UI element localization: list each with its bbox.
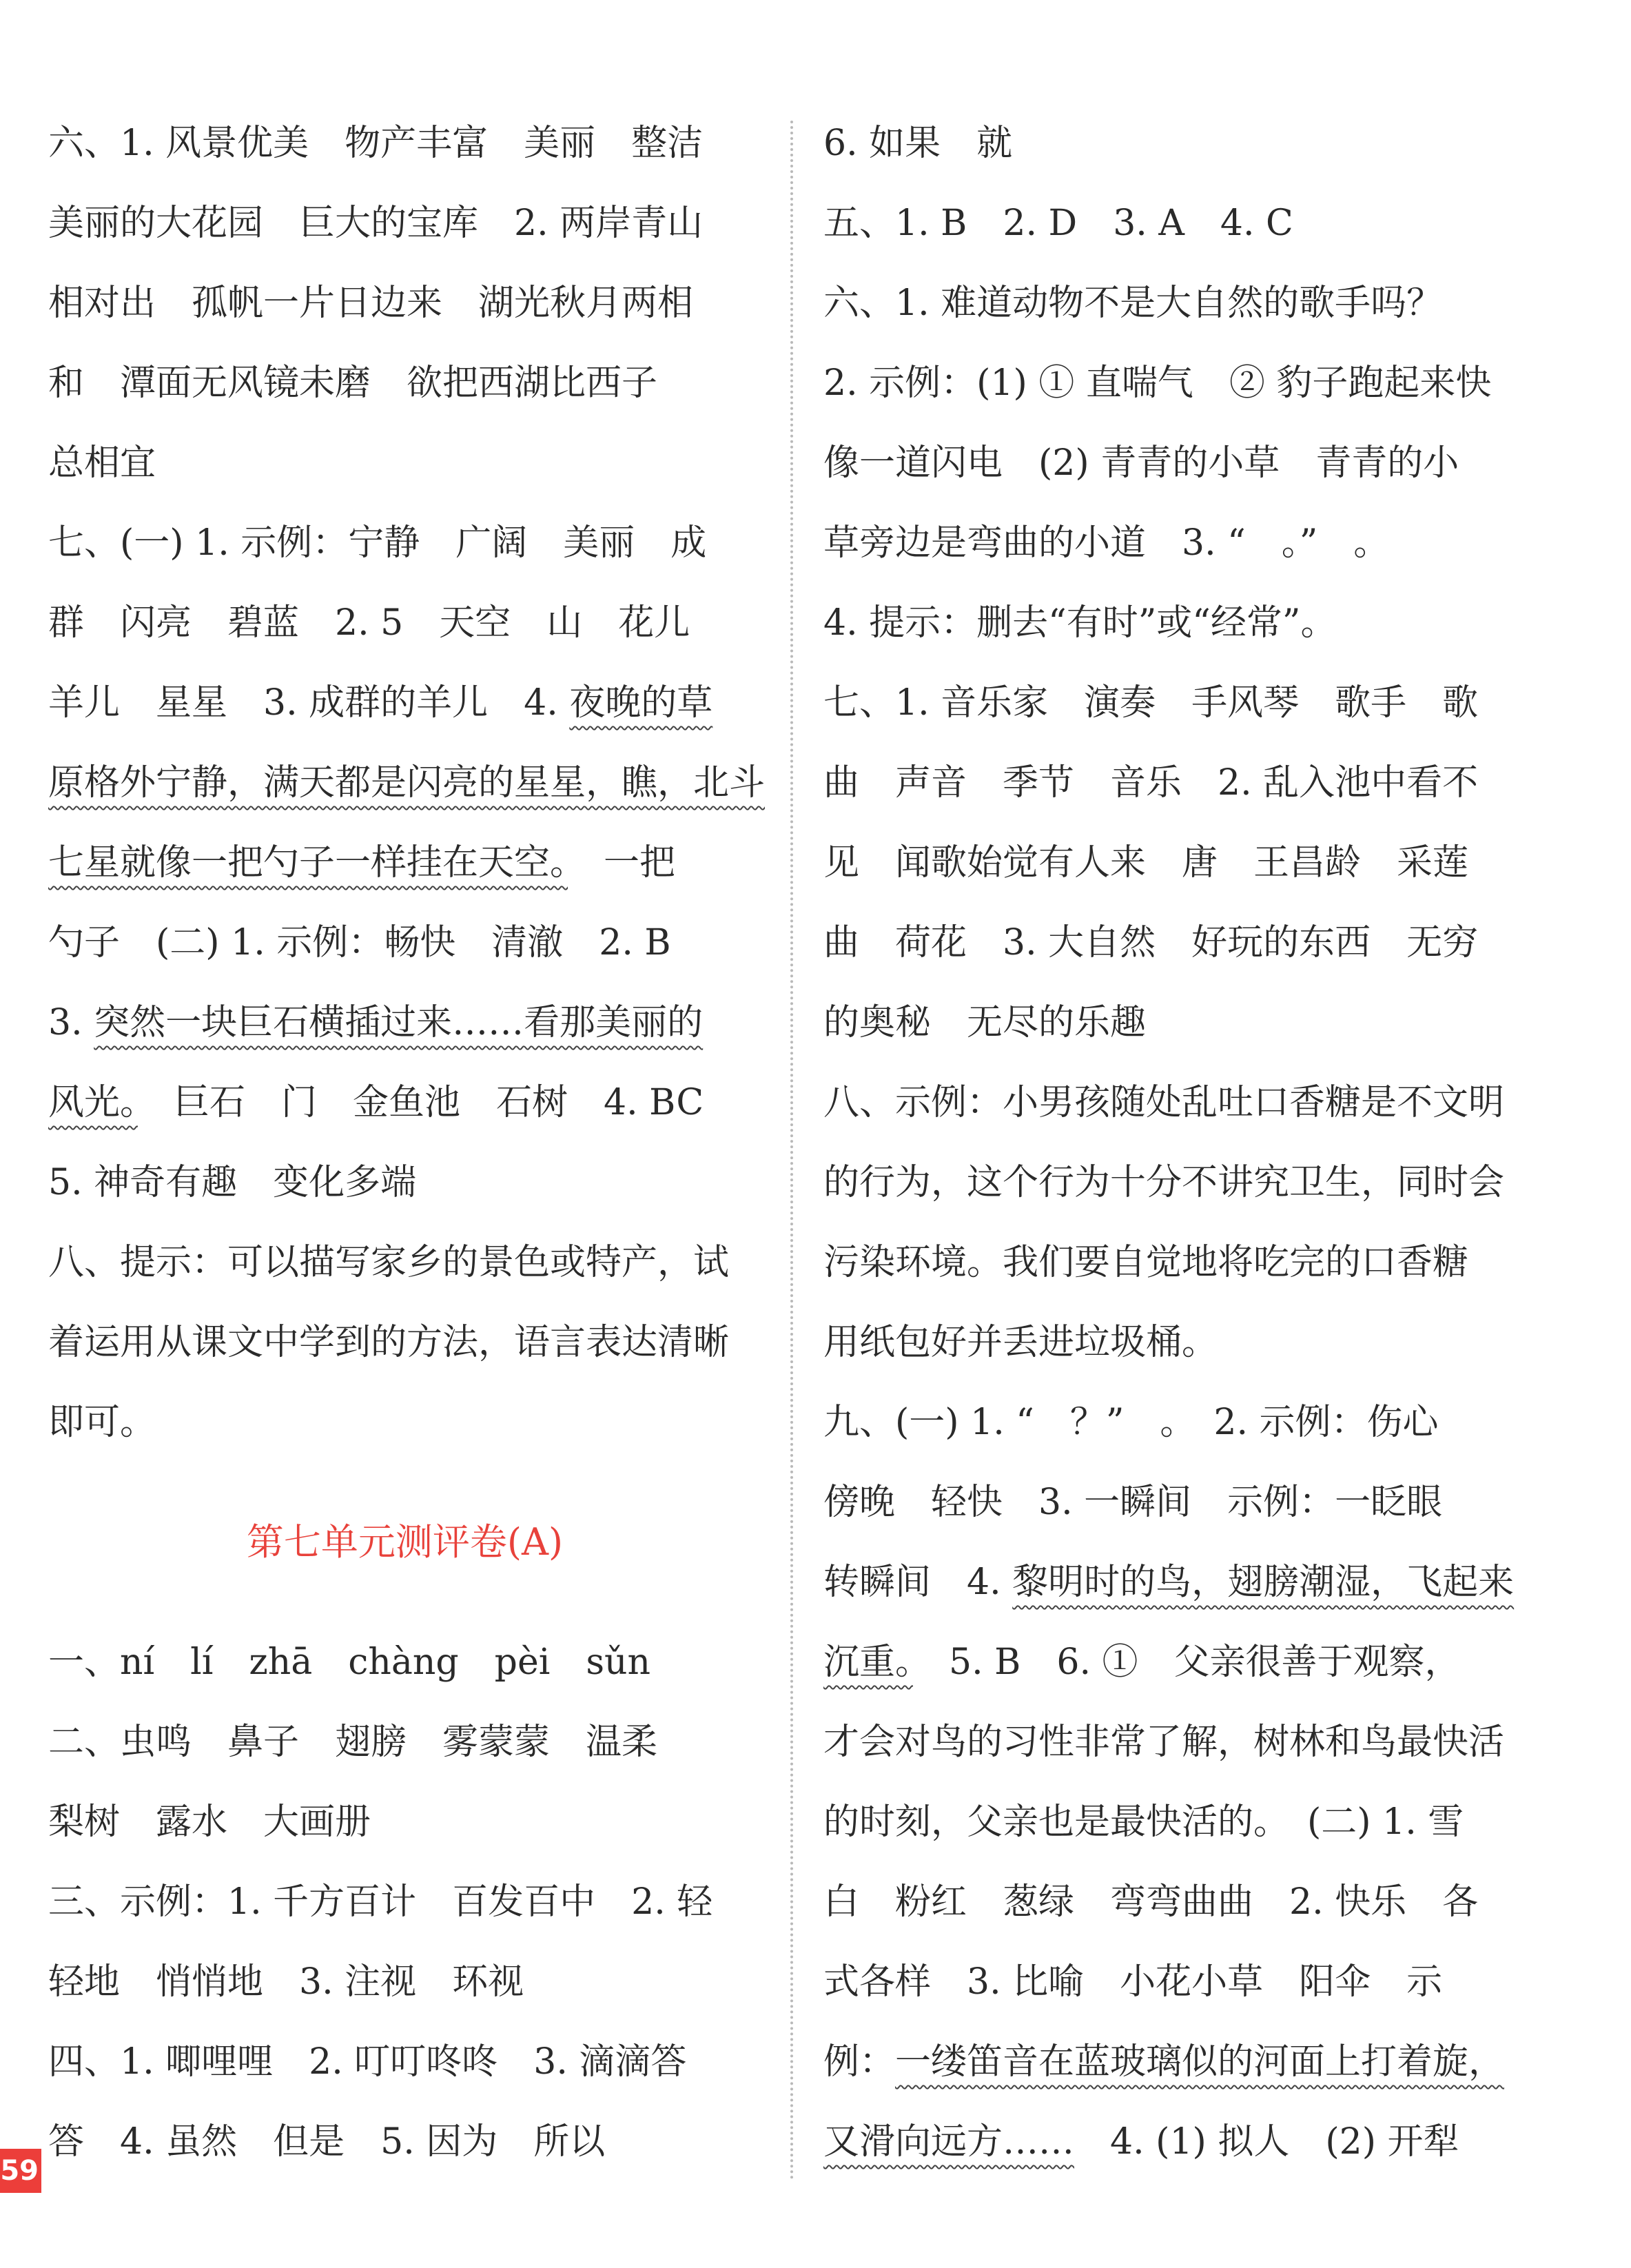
answer-line [823,503,1537,583]
underlined-text: 黎明时的鸟，翅膀潮湿，飞起来 [1012,1562,1515,1603]
answer-text: 曲 荷花 3. 大自然 好玩的东西 无穷 [823,922,1479,963]
answer-line [48,583,761,663]
answer-text: 4. (1) 拟人 (2) 开犁 [1074,2121,1459,2163]
answer-line [823,103,1537,183]
answer-text: 九、(一) 1. “ ？” 。 2. 示例：伤心 [823,1402,1439,1443]
answer-text: 一把 [568,842,676,883]
answer-line [48,903,761,983]
answer-line [48,823,761,903]
answer-text: 总相宜 [48,442,156,484]
answer-text: 污染环境。我们要自觉地将吃完的口香糖 [823,1242,1469,1283]
answer-text: 巨石 门 金鱼池 石树 4. BC [138,1082,704,1123]
answer-text: 草旁边是弯曲的小道 3. “ 。” 。 [823,522,1390,564]
answer-text: 曲 声音 季节 音乐 2. 乱入池中看不 [823,762,1479,804]
answer-line [48,1302,761,1382]
answer-line [823,2102,1537,2182]
answer-line [823,1622,1537,1702]
answer-text: 二、虫鸣 鼻子 翅膀 雾蒙蒙 温柔 [48,1722,658,1763]
answer-line [823,263,1537,343]
answer-line [823,1143,1537,1223]
answer-line [48,1702,761,1782]
right-column [823,103,1537,2182]
answer-text: 白 粉红 葱绿 弯弯曲曲 2. 快乐 各 [823,1881,1479,1923]
answer-line [823,1862,1537,1942]
answer-text: 式各样 3. 比喻 小花小草 阳伞 示 [823,1961,1443,2003]
answer-text: 和 潭面无风镜未磨 欲把西湖比西子 [48,362,658,404]
answer-line [823,743,1537,823]
answer-text: 六、1. 风景优美 物产丰富 美丽 整洁 [48,123,704,164]
underlined-text: 七星就像一把勺子一样挂在天空。 [48,842,568,883]
answer-text: 像一道闪电 (2) 青青的小草 青青的小 [823,442,1459,484]
underlined-text: 一缕笛音在蓝玻璃似的河面上打着旋， [895,2041,1505,2083]
answer-line [48,1382,761,1462]
answer-text: 五、1. B 2. D 3. A 4. C [823,203,1293,244]
underlined-text: 沉重。 [823,1642,914,1683]
underlined-text: 风光。 [48,1082,139,1123]
underlined-text: 又滑向远方…… [823,2121,1075,2163]
answer-text: 用纸包好并丢进垃圾桶。 [823,1322,1218,1363]
answer-line [48,1143,761,1223]
answer-text: 才会对鸟的习性非常了解，树林和鸟最快活 [823,1722,1505,1763]
answer-text: 八、示例：小男孩随处乱吐口香糖是不文明 [823,1082,1505,1123]
answer-text: 见 闻歌始觉有人来 唐 王昌龄 采莲 [823,842,1469,883]
answer-text: 答 4. 虽然 但是 5. 因为 所以 [48,2121,606,2163]
answer-line [823,583,1537,663]
answer-line [48,1782,761,1862]
answer-line [48,663,761,743]
answer-text: 傍晚 轻快 3. 一瞬间 示例：一眨眼 [823,1482,1443,1523]
answer-text: 2. 示例：(1) ① 直喘气 ② 豹子跑起来快 [823,362,1492,404]
answer-line [48,2102,761,2182]
answer-text: 6. 如果 就 [823,123,1013,164]
answer-line [48,743,766,823]
answer-text: 美丽的大花园 巨大的宝库 2. 两岸青山 [48,203,704,244]
answer-text: 六、1. 难道动物不是大自然的歌手吗？ [823,283,1443,324]
answer-text: 四、1. 唧哩哩 2. 叮叮咚咚 3. 滴滴答 [48,2041,687,2083]
answer-text: 4. 提示：删去“有时”或“经常”。 [823,602,1337,644]
answer-line [48,183,761,263]
answer-line [48,1063,761,1143]
answer-text: 的时刻，父亲也是最快活的。 (二) 1. 雪 [823,1801,1464,1843]
right-answer-lines [823,103,1537,2182]
answer-text: 5. B 6. ① 父亲很善于观察， [913,1642,1461,1683]
answer-text: 即可。 [48,1402,156,1443]
answer-line [48,503,761,583]
answer-text: 轻地 悄悄地 3. 注视 环视 [48,1961,524,2003]
answer-text: 勺子 (二) 1. 示例：畅快 清澈 2. B [48,922,671,963]
answer-text: 八、提示：可以描写家乡的景色或特产，试 [48,1242,730,1283]
answer-text: 转瞬间 4. [823,1562,1013,1603]
answer-line [823,2022,1537,2102]
answer-text: 例： [823,2041,896,2083]
answer-line [823,1382,1537,1462]
answer-text: 的行为，这个行为十分不讲究卫生，同时会 [823,1162,1505,1203]
answer-line [823,183,1537,263]
answer-line [823,663,1537,743]
answer-text: 的奥秘 无尽的乐趣 [823,1002,1147,1043]
answer-line [823,903,1537,983]
answer-line [823,1942,1537,2022]
answer-line [823,983,1537,1063]
answer-text: 群 闪亮 碧蓝 2. 5 天空 山 花儿 [48,602,690,644]
answer-text: 一、ní lí zhā chàng pèi sǔn [48,1642,651,1683]
answer-line [823,823,1537,903]
answer-line [823,343,1537,423]
section-heading: 第七单元测评卷(A) [246,1520,564,1564]
answer-text: 羊儿 星星 3. 成群的羊儿 4. [48,682,570,724]
answer-line [823,1782,1537,1862]
answer-line [823,1063,1537,1143]
answer-line [823,1702,1537,1782]
answer-line [48,343,761,423]
column-divider [790,121,793,2181]
answer-text: 七、1. 音乐家 演奏 手风琴 歌手 歌 [823,682,1479,724]
answer-line [48,2022,761,2102]
answer-text: 相对出 孤帆一片日边来 湖光秋月两相 [48,283,694,324]
answer-line [48,1942,761,2022]
answer-text: 三、示例：1. 千方百计 百发百中 2. 轻 [48,1881,713,1923]
left-answer-lines [48,103,766,1462]
left-column [48,103,766,2182]
answer-text: 5. 神奇有趣 变化多端 [48,1162,417,1203]
answer-line [823,1223,1537,1302]
left-answer-lines-after-heading [48,1622,761,2182]
underlined-text: 突然一块巨石横插过来……看那美丽的 [94,1002,704,1043]
answer-line [48,983,761,1063]
underlined-text: 夜晚的草 [569,682,713,724]
answer-line [823,1462,1537,1542]
answer-line [48,1862,761,1942]
answer-line [48,103,761,183]
answer-line [823,1302,1537,1382]
answer-text: 3. [48,1002,94,1043]
answer-text: 梨树 露水 大画册 [48,1801,371,1843]
answer-text: 七、(一) 1. 示例：宁静 广阔 美丽 成 [48,522,707,564]
page-number: 59 [0,2149,41,2193]
underlined-text: 原格外宁静，满天都是闪亮的星星，瞧，北斗 [48,762,766,804]
answer-line [823,423,1537,503]
answer-line [48,1223,761,1302]
answer-line [48,423,761,503]
answer-line [823,1542,1537,1622]
answer-line [48,1622,761,1702]
answer-text: 着运用从课文中学到的方法，语言表达清晰 [48,1322,730,1363]
answer-line [48,263,761,343]
